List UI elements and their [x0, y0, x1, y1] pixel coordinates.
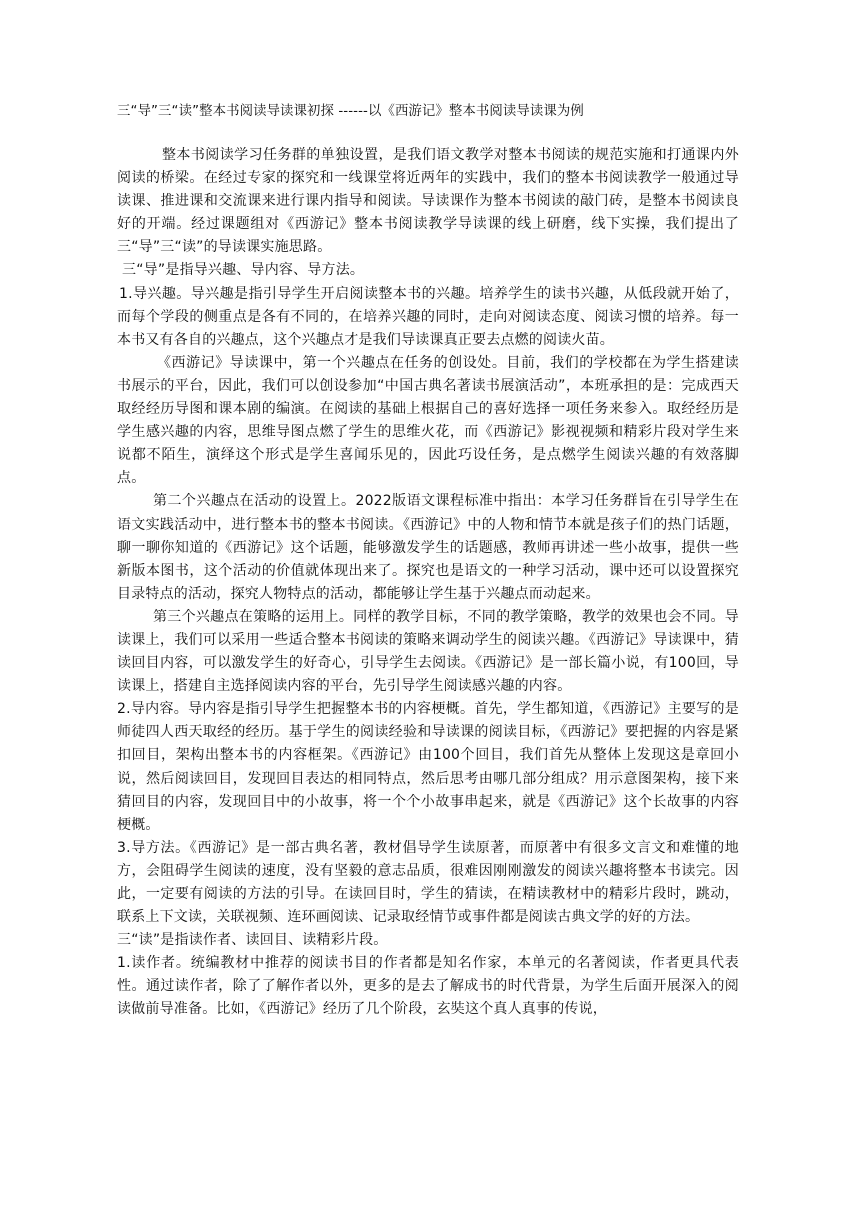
paragraph-three-guides-heading: 三“导”是指导兴趣、导内容、导方法。 [122, 262, 365, 279]
paragraph-interest-point-2: 第二个兴趣点在活动的设置上。2022版语文课程标准中指出：本学习任务群旨在引导学生在语文实践活动中，进行整本书的整本书阅读。《西游记》中的人物和情节本就是孩子们的热门话题，聊一聊你知道的《西游记》这个话题，能够激发学生的话题感，教师再讲述一些小故事，提供一些新版本图书，这个活动的价值就体现出来了。探究也是语文的一种学习活动，课中还可以设置探究目录特点的活动，探究人物特点的活动，都能够让学生基于兴趣点而动起来。 [117, 493, 739, 602]
document-page [117, 100, 739, 1022]
paragraph-guide-interest: 1.导兴趣。导兴趣是指引导学生开启阅读整本书的兴趣。培养学生的读书兴趣，从低段就开始了，而每个学段的侧重点是各有不同的，在培养兴趣的同时，走向对阅读态度、阅读习惯的培养。每一本书又有各自的兴趣点，这个兴趣点才是我们导读课真正要去点燃的阅读火苗。 [117, 285, 739, 348]
paragraph-read-author: 1.读作者。统编教材中推荐的阅读书目的作者都是知名作家，本单元的名著阅读，作者更具代表性。通过读作者，除了了解作者以外，更多的是去了解成书的时代背景，为学生后面开展深入的阅读做前导准备。比如，《西游记》经历了几个阶段，玄奘这个真人真事的传说， [117, 955, 739, 1018]
paragraph-interest-point-3: 第三个兴趣点在策略的运用上。同样的教学目标，不同的教学策略，教学的效果也会不同。导读课上，我们可以采用一些适合整本书阅读的策略来调动学生的阅读兴趣。《西游记》导读课中，猜读回目内容，可以激发学生的好奇心，引导学生去阅读。《西游记》是一部长篇小说，有100回，导读课上，搭建自主选择阅读内容的平台，先引导学生阅读感兴趣的内容。 [117, 608, 739, 695]
paragraph-three-reads-heading: 三“读”是指读作者、读回目、读精彩片段。 [117, 932, 388, 949]
paragraph-guide-content: 2.导内容。导内容是指引导学生把握整本书的内容梗概。首先，学生都知道，《西游记》主要写的是师徒四人西天取经的经历。基于学生的阅读经验和导读课的阅读目标，《西游记》要把握的内容是紧扣回目，架构出整本书的内容框架。《西游记》由100个回目，我们首先从整体上发现这是章回小说，然后阅读回目，发现回目表达的相同特点，然后思考由哪几部分组成？用示意图架构，接下来猜回目的内容，发现回目中的小故事，将一个个小故事串起来，就是《西游记》这个长故事的内容梗概。 [117, 701, 739, 833]
document-title: 三“导”三“读”整本书阅读导读课初探 ------以《西游记》整本书阅读导读课为例 [117, 104, 584, 119]
paragraph-intro: 整本书阅读学习任务群的单独设置，是我们语文教学对整本书阅读的规范实施和打通课内外阅读的桥梁。在经过专家的探究和一线课堂将近两年的实践中，我们的整本书阅读教学一般通过导读课、推进课和交流课来进行课内指导和阅读。导读课作为整本书阅读的敲门砖，是整本书阅读良好的开端。经过课题组对《西游记》整本书阅读教学导读课的线上研磨，线下实操，我们提出了 三“导”三“读”的导读课实施思路。 [117, 147, 739, 256]
paragraph-guide-method: 3.导方法。《西游记》是一部古典名著，教材倡导学生读原著，而原著中有很多文言文和难懂的地方，会阻碍学生阅读的速度，没有坚毅的意志品质，很难因刚刚激发的阅读兴趣将整本书读完。因此，一定要有阅读的方法的引导。在读回目时，学生的猜读，在精读教材中的精彩片段时，跳动，联系上下文读，关联视频、连环画阅读、记录取经情节或事件都是阅读古典文学的好的方法。 [117, 839, 739, 926]
paragraph-interest-point-1: 《西游记》导读课中，第一个兴趣点在任务的创设处。目前，我们的学校都在为学生搭建读书展示的平台，因此，我们可以创设参加“中国古典名著读书展演活动”，本班承担的是：完成西天取经经历导图和课本剧的编演。在阅读的基础上根据自己的喜好选择一项任务来参入。取经经历是学生感兴趣的内容，思维导图点燃了学生的思维火花，而《西游记》影视视频和精彩片段对学生来说都不陌生，演绎这个形式是学生喜闻乐见的，因此巧设任务，是点燃学生阅读兴趣的有效落脚点。 [117, 354, 739, 487]
